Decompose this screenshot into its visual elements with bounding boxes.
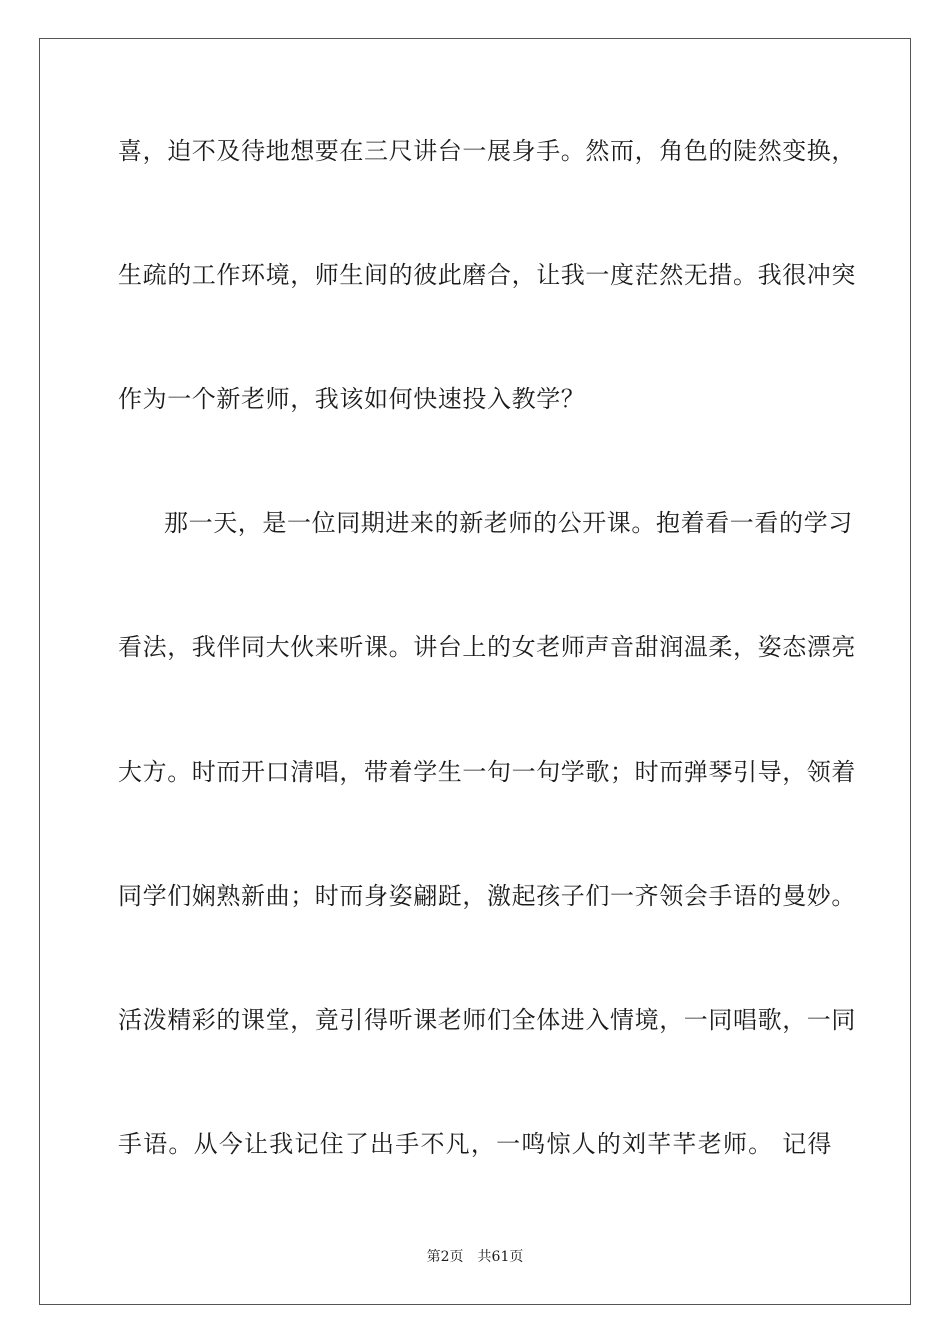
body-line-1: 喜，迫不及待地想要在三尺讲台一展身手。然而，角色的陡然变换， (118, 137, 856, 165)
page-total: 共61页 (477, 1249, 524, 1265)
body-line-3: 作为一个新老师，我该如何快速投入教学？ (118, 385, 586, 413)
page-footer (0, 1248, 950, 1266)
body-line-9: 手语。从今让我记住了出手不凡，一鸣惊人的刘芊芊老师。 记得 (118, 1130, 832, 1158)
body-line-8: 活泼精彩的课堂，竟引得听课老师们全体进入情境，一同唱歌，一同 (118, 1006, 856, 1034)
page-border (39, 38, 911, 1305)
body-line-6: 大方。时而开口清唱，带着学生一句一句学歌；时而弹琴引导，领着 (118, 758, 856, 786)
body-line-2: 生疏的工作环境，师生间的彼此磨合，让我一度茫然无措。我很冲突 (118, 261, 856, 289)
body-line-5: 看法，我伴同大伙来听课。讲台上的女老师声音甜润温柔，姿态漂亮 (118, 633, 856, 661)
body-line-4: 那一天，是一位同期进来的新老师的公开课。抱着看一看的学习 (164, 509, 853, 537)
page-number: 第2页 (426, 1249, 464, 1265)
body-line-7: 同学们娴熟新曲；时而身姿翩跹，激起孩子们一齐领会手语的曼妙。 (118, 882, 856, 910)
